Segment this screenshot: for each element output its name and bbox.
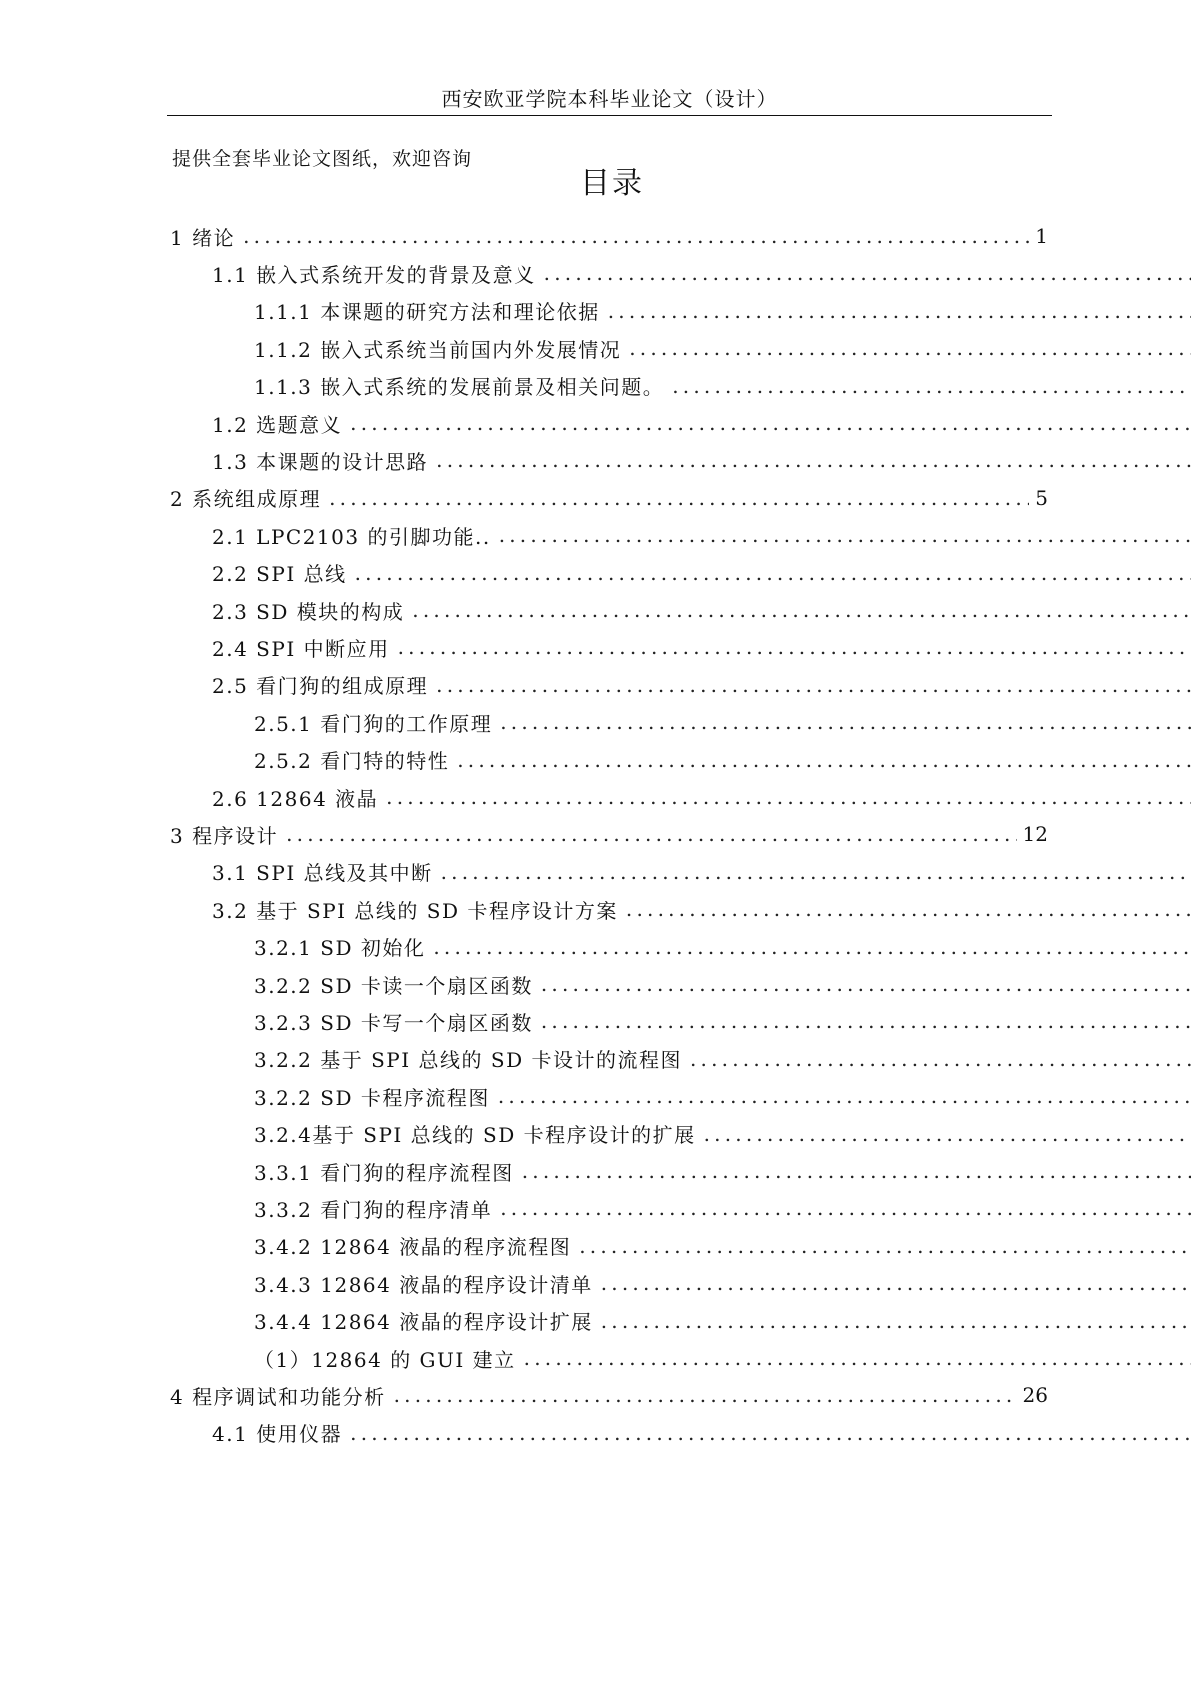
toc-leader-dots <box>500 1196 1191 1220</box>
toc-entry[interactable] <box>212 889 1191 929</box>
toc-leader-dots <box>350 1421 1191 1445</box>
toc-entry[interactable] <box>212 665 1191 705</box>
toc-entry[interactable] <box>254 1039 1191 1079</box>
toc-entry-label: （1）12864 的 GUI 建立 <box>254 1347 516 1372</box>
toc-entry-label: 2.6 12864 液晶 <box>212 786 379 811</box>
toc-entry-label: 3.3.2 看门狗的程序清单 <box>254 1197 493 1222</box>
toc-entry[interactable] <box>254 702 1191 742</box>
toc-entry[interactable] <box>170 1375 1048 1415</box>
toc-leader-dots <box>441 860 1191 884</box>
toc-leader-dots <box>704 1122 1191 1146</box>
toc-entry[interactable] <box>254 1226 1191 1266</box>
toc-leader-dots <box>243 224 1029 248</box>
toc-entry-label: 3.3.1 看门狗的程序流程图 <box>254 1160 514 1185</box>
toc-entry[interactable] <box>254 328 1191 368</box>
toc-leader-dots <box>350 411 1191 435</box>
toc-entry[interactable] <box>254 1114 1191 1154</box>
toc-leader-dots <box>541 1009 1191 1033</box>
toc-leader-dots <box>386 785 1191 809</box>
toc-leader-dots <box>524 1346 1191 1370</box>
toc-leader-dots <box>286 822 1016 846</box>
toc-entry[interactable] <box>254 1188 1191 1228</box>
toc-entry-label: 3.4.2 12864 液晶的程序流程图 <box>254 1235 572 1260</box>
toc-entry-page: 12 <box>1022 822 1048 847</box>
toc-leader-dots <box>457 748 1191 772</box>
toc-leader-dots <box>436 673 1191 697</box>
toc-entry[interactable] <box>254 1301 1191 1341</box>
toc-entry-label: 3.2.2 SD 卡读一个扇区函数 <box>254 973 533 998</box>
toc-leader-dots <box>433 935 1191 959</box>
toc-leader-dots <box>579 1234 1191 1258</box>
toc-entry[interactable] <box>254 927 1191 967</box>
toc-leader-dots <box>329 486 1029 510</box>
toc-entry[interactable] <box>254 1151 1191 1191</box>
toc-entry-label: 2.2 SPI 总线 <box>212 562 347 587</box>
toc-entry[interactable] <box>212 777 1191 817</box>
toc-entry-label: 3.2.3 SD 卡写一个扇区函数 <box>254 1010 533 1035</box>
toc-entry-label: 3.4.3 12864 液晶的程序设计清单 <box>254 1272 593 1297</box>
toc-leader-dots <box>544 261 1191 285</box>
toc-entry[interactable] <box>212 553 1191 593</box>
toc-leader-dots <box>398 635 1191 659</box>
toc-entry[interactable] <box>212 403 1191 443</box>
toc-entry[interactable] <box>212 590 1191 630</box>
toc-entry[interactable] <box>170 216 1048 256</box>
notice-text: 提供全套毕业论文图纸，欢迎咨询 <box>172 148 473 170</box>
toc-entry-page: 5 <box>1035 485 1048 510</box>
toc-entry[interactable] <box>254 740 1191 780</box>
toc-entry-label: 3.1 SPI 总线及其中断 <box>212 861 433 886</box>
toc-entry-label: 4 程序调试和功能分析 <box>170 1384 386 1409</box>
toc-entry[interactable] <box>212 440 1191 480</box>
toc-entry-label: 3 程序设计 <box>170 823 279 848</box>
toc-leader-dots <box>672 374 1191 398</box>
toc-entry-label: 2.5 看门狗的组成原理 <box>212 674 429 699</box>
toc-entry-label: 1.2 选题意义 <box>212 412 343 437</box>
toc-entry[interactable] <box>212 1413 1191 1453</box>
toc-entry-label: 3.2.2 基于 SPI 总线的 SD 卡设计的流程图 <box>254 1048 682 1073</box>
toc-entry-label: 3.2.2 SD 卡程序流程图 <box>254 1085 490 1110</box>
toc-leader-dots <box>601 1309 1191 1333</box>
toc-leader-dots <box>626 897 1191 921</box>
toc-leader-dots <box>541 972 1191 996</box>
toc-entry[interactable] <box>254 1001 1191 1041</box>
toc-entry-label: 1.1.3 嵌入式系统的发展前景及相关问题。 <box>254 375 665 400</box>
toc-entry[interactable] <box>254 291 1191 331</box>
header-divider <box>167 115 1052 116</box>
toc-entry-label: 3.4.4 12864 液晶的程序设计扩展 <box>254 1310 593 1335</box>
toc-entry[interactable] <box>212 515 1191 555</box>
toc-entry[interactable] <box>212 627 1191 667</box>
toc-entry[interactable] <box>212 852 1191 892</box>
toc-entry-label: 1 绪论 <box>170 225 236 250</box>
toc-leader-dots <box>690 1047 1191 1071</box>
toc-entry-label: 1.1.1 本课题的研究方法和理论依据 <box>254 300 600 325</box>
toc-leader-dots <box>500 710 1191 734</box>
toc-leader-dots <box>608 299 1191 323</box>
toc-entry-label: 1.1 嵌入式系统开发的背景及意义 <box>212 262 536 287</box>
toc-entry-label: 2 系统组成原理 <box>170 487 322 512</box>
toc-entry-label: 2.1 LPC2103 的引脚功能.. <box>212 524 491 549</box>
toc-entry-label: 2.5.2 看门特的特性 <box>254 749 450 774</box>
toc-entry[interactable] <box>170 478 1048 518</box>
toc-entry[interactable] <box>212 253 1191 293</box>
toc-leader-dots <box>355 561 1191 585</box>
toc-leader-dots <box>522 1159 1191 1183</box>
toc-entry[interactable] <box>254 1076 1191 1116</box>
toc-entry-label: 4.1 使用仪器 <box>212 1422 343 1447</box>
toc-leader-dots <box>629 336 1191 360</box>
toc-entry-label: 3.2.4基于 SPI 总线的 SD 卡程序设计的扩展 <box>254 1123 696 1148</box>
toc-leader-dots <box>412 598 1191 622</box>
toc-leader-dots <box>601 1271 1191 1295</box>
page-header-title: 西安欧亚学院本科毕业论文（设计） <box>441 87 778 111</box>
toc-entry-page: 1 <box>1035 224 1048 248</box>
toc-entry[interactable] <box>170 814 1048 854</box>
toc-entry-label: 3.2 基于 SPI 总线的 SD 卡程序设计方案 <box>212 898 618 923</box>
toc-entry-label: 2.4 SPI 中断应用 <box>212 636 390 661</box>
toc-leader-dots <box>394 1383 1017 1407</box>
toc-leader-dots <box>499 523 1191 547</box>
toc-leader-dots <box>436 448 1191 472</box>
toc-entry-label: 1.3 本课题的设计思路 <box>212 449 429 474</box>
toc-entry[interactable] <box>254 964 1191 1004</box>
toc-entry[interactable] <box>254 1338 1191 1378</box>
toc-entry-page: 26 <box>1022 1383 1048 1408</box>
toc-entry[interactable] <box>254 1263 1191 1303</box>
toc-leader-dots <box>498 1084 1191 1108</box>
toc-title: 目录 <box>580 166 644 201</box>
toc-entry-label: 1.1.2 嵌入式系统当前国内外发展情况 <box>254 337 622 362</box>
toc-entry-label: 2.3 SD 模块的构成 <box>212 599 405 624</box>
toc-entry-label: 3.2.1 SD 初始化 <box>254 936 426 961</box>
toc-entry-label: 2.5.1 看门狗的工作原理 <box>254 711 493 736</box>
toc-entry[interactable] <box>254 366 1191 406</box>
